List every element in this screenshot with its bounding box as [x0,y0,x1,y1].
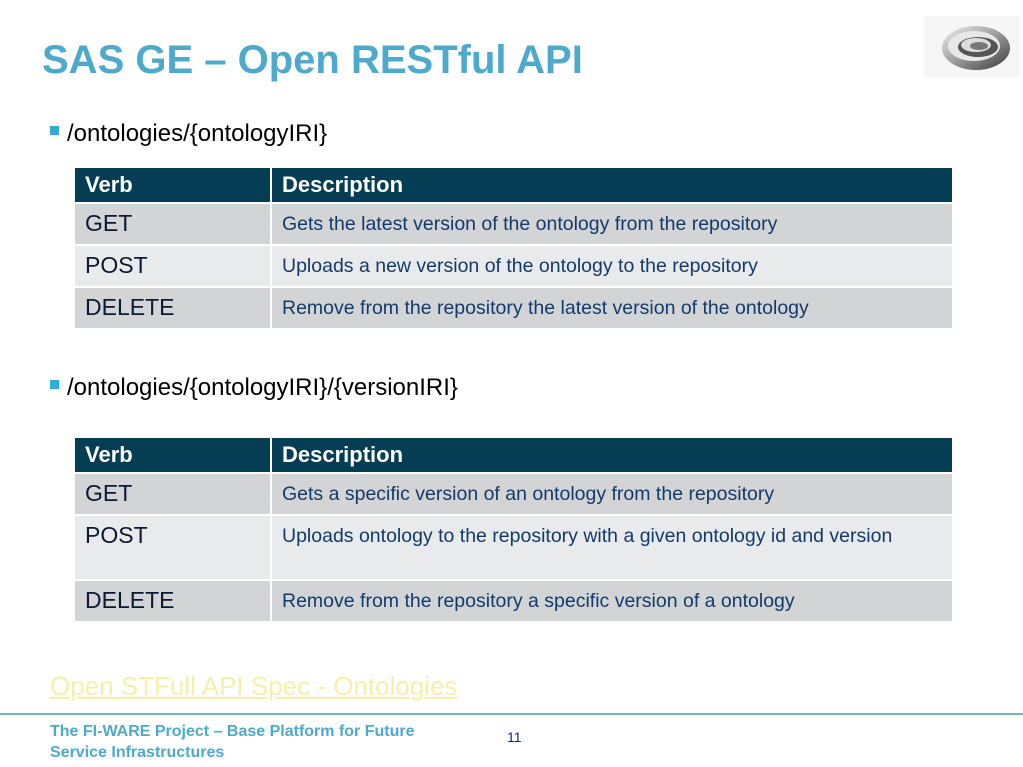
table-row [74,203,953,245]
square-bullet-icon [50,126,59,135]
header-description: Description [271,167,953,203]
page-number: 11 [507,729,522,745]
table-row [74,245,953,287]
endpoint-path: /ontologies/{ontologyIRI} [67,120,328,147]
endpoint-path: /ontologies/{ontologyIRI}/{versionIRI} [67,374,458,401]
description-cell: Uploads ontology to the repository with a given ontology id and version [271,515,953,580]
description-cell: Gets a specific version of an ontology from the repository [271,473,953,515]
table-row [74,287,953,329]
footer-text: The FI-WARE Project – Base Platform for Future Service Infrastructures [50,723,415,761]
header-verb: Verb [74,167,271,203]
description-cell: Uploads a new version of the ontology to the repository [271,245,953,287]
swirl-logo-icon [924,16,1020,78]
endpoint-table-2 [73,436,954,623]
verb-cell: POST [74,245,271,287]
table-header-row [74,167,953,203]
section-2-heading [50,374,458,402]
verb-cell: GET [74,203,271,245]
verb-cell: DELETE [74,580,271,622]
table-row [74,580,953,622]
square-bullet-icon [50,380,59,389]
table-header-row [74,437,953,473]
table-row [74,515,953,580]
header-description: Description [271,437,953,473]
api-spec-link[interactable]: Open STFull API Spec - Ontologies [50,671,458,701]
footer-divider [0,713,1023,715]
header-verb: Verb [74,437,271,473]
slide-title: SAS GE – Open RESTful API [42,38,583,82]
table-row [74,473,953,515]
description-cell: Remove from the repository a specific version of a ontology [271,580,953,622]
description-cell: Gets the latest version of the ontology from the repository [271,203,953,245]
section-1-heading [50,120,327,148]
endpoint-table-1 [73,166,954,330]
verb-cell: DELETE [74,287,271,329]
verb-cell: GET [74,473,271,515]
description-cell: Remove from the repository the latest version of the ontology [271,287,953,329]
verb-cell: POST [74,515,271,580]
